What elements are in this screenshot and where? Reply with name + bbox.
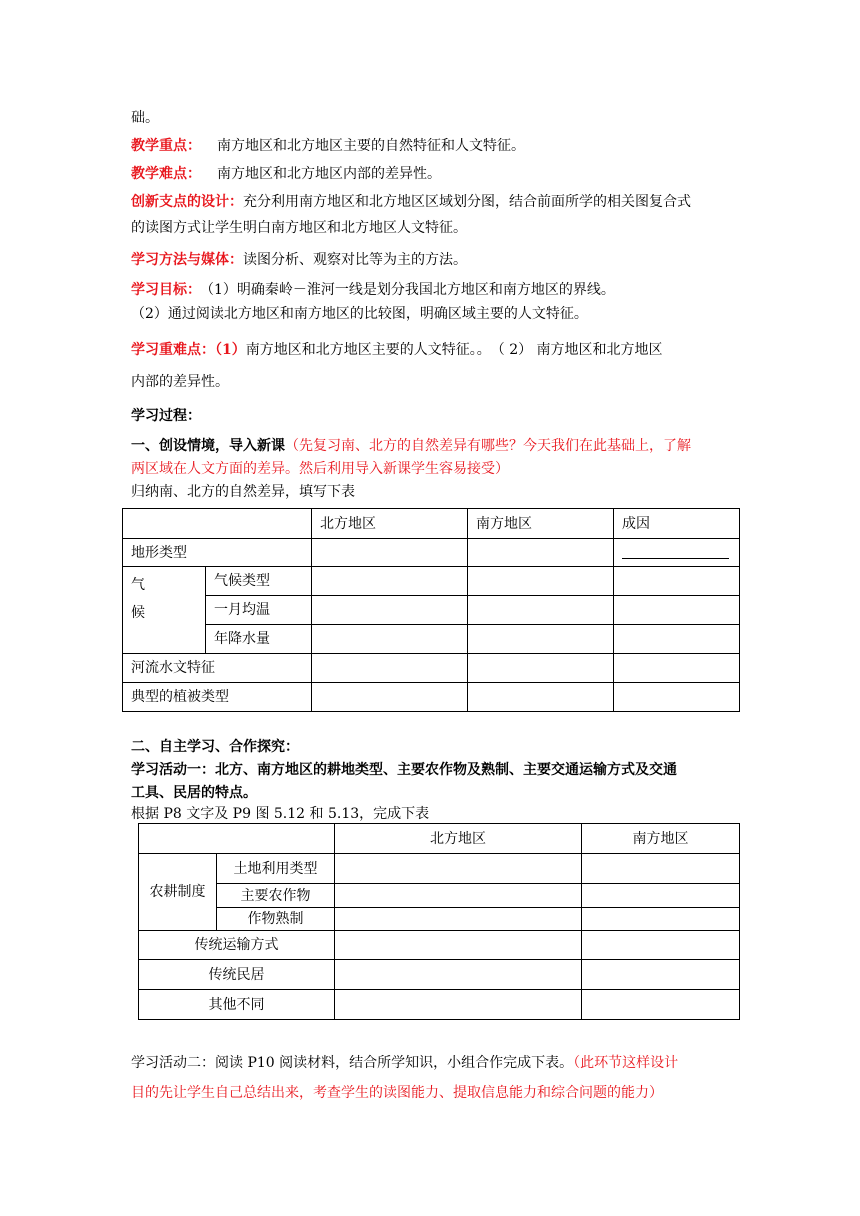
table-header-south: 南方地区: [468, 509, 614, 539]
activity2-note-2: 目的先让学生自己总结出来，考查学生的读图能力、提取信息能力和综合问题的能力）: [131, 1085, 663, 1101]
row-label-farming: 农耕制度: [139, 854, 217, 931]
table-header-north: 北方地区: [312, 509, 468, 539]
row-label-main-crops: 主要农作物: [217, 884, 335, 908]
activity2-line-1: [131, 1053, 678, 1073]
section1-note-1: （先复习南、北方的自然差异有哪些？今天我们在此基础上，了解: [285, 438, 691, 454]
table-cell[interactable]: [312, 625, 468, 654]
row-label-jan-temp: 一月均温: [206, 596, 312, 625]
table-header-north: 北方地区: [335, 824, 582, 854]
table-cell: [123, 509, 312, 539]
focus-num-1: （1）: [215, 342, 246, 358]
row-label-river: 河流水文特征: [123, 654, 312, 683]
activity2-text: 学习活动二：阅读 P10 阅读材料，结合所学知识，小组合作完成下表。: [131, 1055, 574, 1071]
climate-char-2: 候: [131, 605, 145, 621]
table-cell[interactable]: [468, 567, 614, 596]
focus: [131, 340, 663, 360]
focus-text-1: 南方地区和北方地区主要的人文特征。。 （ 2） 南方地区和北方地区: [245, 342, 663, 358]
key-point: [131, 136, 525, 156]
table-cell[interactable]: [312, 567, 468, 596]
key-point-text: 南方地区和北方地区主要的自然特征和人文特征。: [217, 138, 525, 154]
innovation-label: 创新支点的设计：: [131, 194, 243, 210]
row-label-precipitation: 年降水量: [206, 625, 312, 654]
row-label-transport: 传统运输方式: [139, 931, 335, 960]
focus-text-2: 内部的差异性。: [131, 374, 229, 390]
table-cell[interactable]: [468, 625, 614, 654]
method-text: 读图分析、观察对比等为主的方法。: [243, 252, 467, 268]
table-cell[interactable]: [468, 683, 614, 712]
table-row: [123, 654, 740, 683]
goals: [131, 280, 615, 300]
row-label-vegetation: 典型的植被类型: [123, 683, 312, 712]
method: [131, 250, 467, 270]
table-cell[interactable]: [614, 567, 740, 596]
goal-1: （1）明确秦岭－淮河一线是划分我国北方地区和南方地区的界线。: [207, 282, 615, 298]
table-cell[interactable]: [614, 625, 740, 654]
table-cell-blank-line[interactable]: [614, 539, 740, 567]
table-cell[interactable]: [614, 654, 740, 683]
table-cell[interactable]: [582, 908, 740, 931]
fill-in-blank[interactable]: [622, 546, 729, 559]
row-label-landform: 地形类型: [123, 539, 312, 567]
difficulty: [131, 164, 441, 184]
table-row: [123, 683, 740, 712]
table-cell[interactable]: [312, 539, 468, 567]
table-cell: [139, 824, 335, 854]
method-label: 学习方法与媒体：: [131, 252, 243, 268]
goals-label: 学习目标：: [131, 282, 201, 298]
row-label-climate-type: 气候类型: [206, 567, 312, 596]
row-label-housing: 传统民居: [139, 960, 335, 990]
table-row: [139, 884, 740, 908]
table-header-row: [139, 824, 740, 854]
activity2-note-1: （此环节这样设计: [573, 1055, 679, 1071]
goal-2: （2）通过阅读北方地区和南方地区的比较图，明确区域主要的人文特征。: [131, 306, 588, 322]
innovation: [131, 192, 691, 212]
table-row: [139, 908, 740, 931]
activity1-line-2: 工具、民居的特点。: [131, 785, 257, 801]
key-point-label: 教学重点：: [131, 138, 201, 154]
section1-instruction: 归纳南、北方的自然差异，填写下表: [131, 484, 355, 500]
table-cell[interactable]: [335, 990, 582, 1020]
table-cell[interactable]: [582, 931, 740, 960]
innovation-text-2: 的读图方式让学生明白南方地区和北方地区人文特征。: [131, 220, 467, 236]
table-row: [139, 990, 740, 1020]
table-cell[interactable]: [582, 990, 740, 1020]
climate-char-1: 气: [131, 577, 145, 593]
section2-title: 二、自主学习、合作探究：: [131, 739, 299, 755]
table-cell[interactable]: [335, 854, 582, 884]
table-header-row: [123, 509, 740, 539]
natural-differences-table: [122, 508, 740, 712]
table-header-south: 南方地区: [582, 824, 740, 854]
difficulty-label: 教学难点：: [131, 166, 201, 182]
table-cell[interactable]: [614, 683, 740, 712]
table-cell[interactable]: [312, 683, 468, 712]
table-cell[interactable]: [582, 884, 740, 908]
section1-note-2: 两区域在人文方面的差异。然后利用导入新课学生容易接受）: [131, 461, 509, 477]
row-label-land-use: 土地利用类型: [217, 854, 335, 884]
table-row: [123, 625, 740, 654]
table-cell[interactable]: [468, 654, 614, 683]
table-cell[interactable]: [335, 908, 582, 931]
row-label-cropping: 作物熟制: [217, 908, 335, 931]
difficulty-text: 南方地区和北方地区内部的差异性。: [217, 166, 441, 182]
table-header-cause: 成因: [614, 509, 740, 539]
table-cell[interactable]: [312, 596, 468, 625]
human-differences-table: [138, 823, 740, 1020]
table-cell[interactable]: [312, 654, 468, 683]
table-cell[interactable]: [335, 884, 582, 908]
intro-tail: 础。: [131, 110, 159, 126]
table-cell[interactable]: [582, 854, 740, 884]
table-row: [139, 931, 740, 960]
table-cell[interactable]: [614, 596, 740, 625]
section1-heading: [131, 436, 691, 456]
table-row: [139, 960, 740, 990]
innovation-text-1: 充分利用南方地区和北方地区区域划分图，结合前面所学的相关图复合式: [243, 194, 691, 210]
table-row: [123, 539, 740, 567]
table-cell[interactable]: [468, 596, 614, 625]
activity1-line-1: 学习活动一：北方、南方地区的耕地类型、主要农作物及熟制、主要交通运输方式及交通: [131, 762, 677, 778]
section1-title: 一、创设情境，导入新课: [131, 438, 285, 454]
table-cell[interactable]: [335, 960, 582, 990]
table-cell[interactable]: [468, 539, 614, 567]
table-cell[interactable]: [582, 960, 740, 990]
table-cell[interactable]: [335, 931, 582, 960]
section2-instruction: 根据 P8 文字及 P9 图 5.12 和 5.13，完成下表: [131, 806, 430, 822]
focus-label: 学习重难点：: [131, 342, 215, 358]
process-title: 学习过程：: [131, 408, 201, 424]
row-label-other: 其他不同: [139, 990, 335, 1020]
table-row: [139, 854, 740, 884]
row-label-climate: [123, 567, 206, 654]
table-row: [123, 567, 740, 596]
table-row: [123, 596, 740, 625]
